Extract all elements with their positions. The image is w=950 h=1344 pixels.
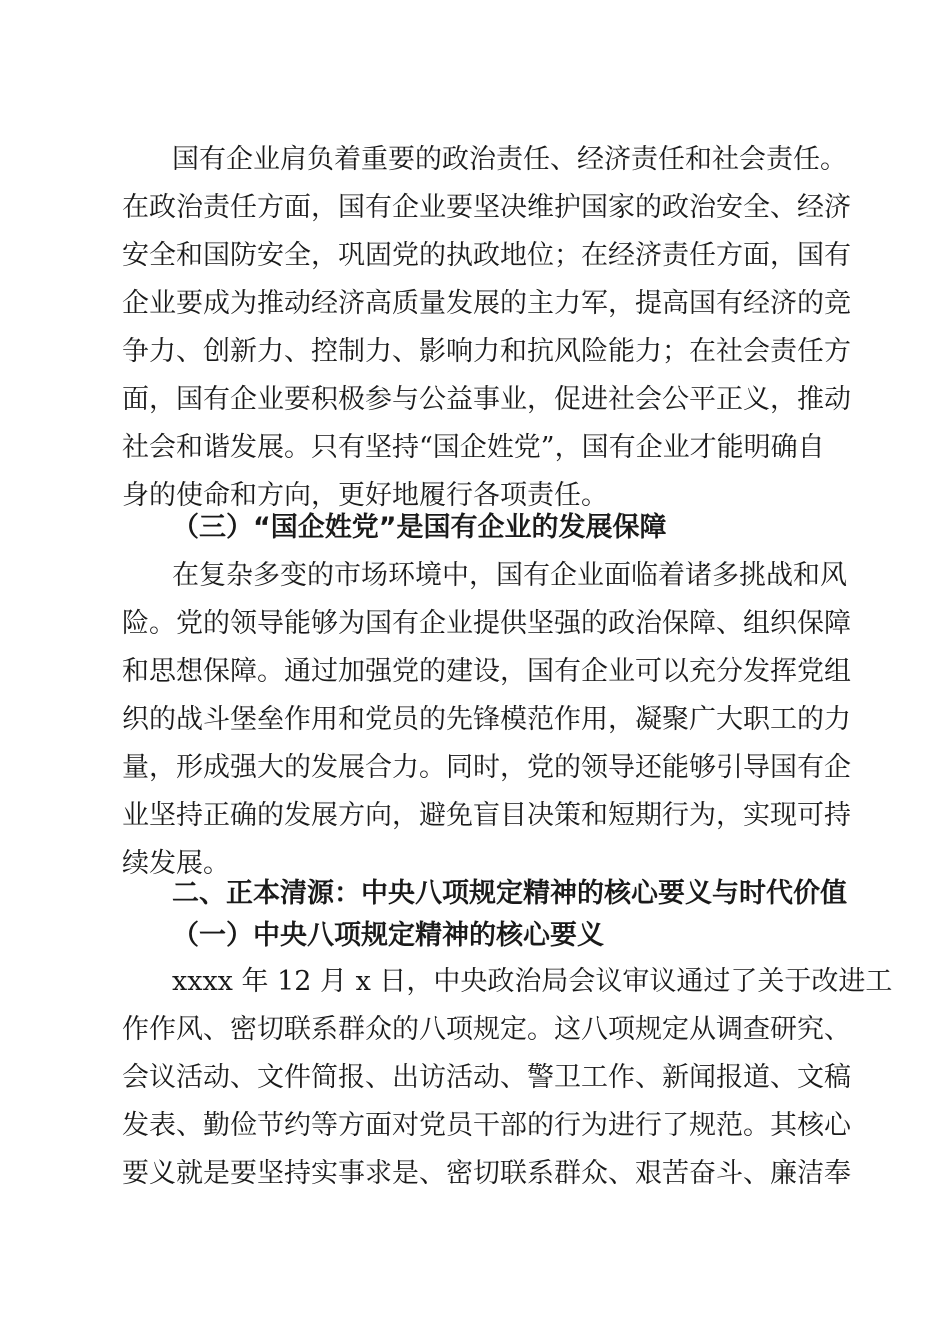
paragraph-line: 险。党的领导能够为国有企业提供坚强的政治保障、组织保障 bbox=[122, 608, 851, 639]
paragraph-line: 面，国有企业要积极参与公益事业，促进社会公平正义，推动 bbox=[122, 384, 851, 415]
paragraph-line: 会议活动、文件简报、出访活动、警卫工作、新闻报道、文稿 bbox=[122, 1062, 851, 1093]
paragraph-line: 量，形成强大的发展合力。同时，党的领导还能够引导国有企 bbox=[122, 752, 851, 783]
paragraph-line: 争力、创新力、控制力、影响力和抗风险能力；在社会责任方 bbox=[122, 336, 851, 367]
paragraph-line: 织的战斗堡垒作用和党员的先锋模范作用，凝聚广大职工的力 bbox=[122, 704, 851, 735]
paragraph-line: 发表、勤俭节约等方面对党员干部的行为进行了规范。其核心 bbox=[122, 1110, 851, 1141]
paragraph-line: 安全和国防安全，巩固党的执政地位；在经济责任方面，国有 bbox=[122, 240, 851, 271]
paragraph-line: 和思想保障。通过加强党的建设，国有企业可以充分发挥党组 bbox=[122, 656, 851, 687]
paragraph-line: xxxx 年 12 月 x 日，中央政治局会议审议通过了关于改进工 bbox=[172, 966, 893, 997]
section-title: 二、正本清源：中央八项规定精神的核心要义与时代价值 bbox=[172, 878, 847, 909]
paragraph-line: 要义就是要坚持实事求是、密切联系群众、艰苦奋斗、廉洁奉 bbox=[122, 1158, 851, 1189]
paragraph-line: 企业要成为推动经济高质量发展的主力军，提高国有经济的竞 bbox=[122, 288, 851, 319]
paragraph-line: 在政治责任方面，国有企业要坚决维护国家的政治安全、经济 bbox=[122, 192, 851, 223]
paragraph-line: 身的使命和方向，更好地履行各项责任。 bbox=[122, 480, 608, 511]
paragraph-line: 业坚持正确的发展方向，避免盲目决策和短期行为，实现可持 bbox=[122, 800, 851, 831]
paragraph-line: 作作风、密切联系群众的八项规定。这八项规定从调查研究、 bbox=[122, 1014, 851, 1045]
paragraph-line: 国有企业肩负着重要的政治责任、经济责任和社会责任。 bbox=[172, 144, 847, 175]
paragraph-line: 续发展。 bbox=[122, 848, 230, 879]
subsection-heading: （一）中央八项规定精神的核心要义 bbox=[172, 920, 604, 951]
subsection-heading: （三）“国企姓党”是国有企业的发展保障 bbox=[172, 512, 667, 543]
paragraph-line: 社会和谐发展。只有坚持“国企姓党”，国有企业才能明确自 bbox=[122, 432, 825, 463]
paragraph-line: 在复杂多变的市场环境中，国有企业面临着诸多挑战和风 bbox=[172, 560, 847, 591]
